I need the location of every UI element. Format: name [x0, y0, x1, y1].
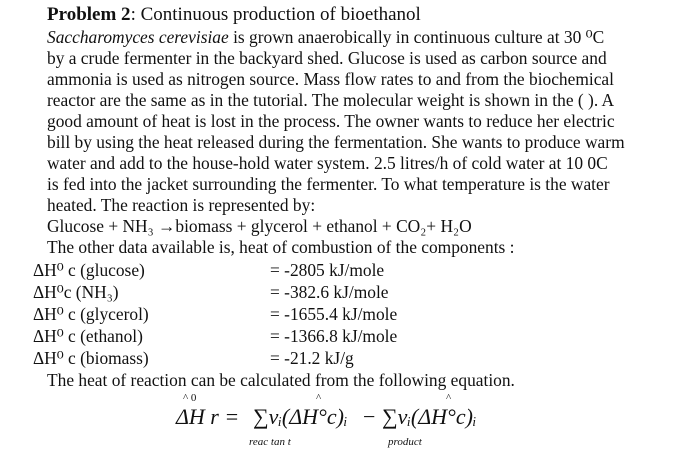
- hat-accent: ^: [316, 392, 322, 404]
- formula-term-reactant: ∑vᵢ(ΔH°c)ᵢ: [253, 404, 348, 429]
- paragraph-line: good amount of heat is lost in the process. The owner wants to reduce her electric: [47, 111, 615, 131]
- component-value: = -382.6 kJ/mole: [270, 282, 389, 302]
- problem-title: [47, 5, 421, 25]
- problem-number: Problem 2: [47, 4, 131, 25]
- hat-accent: ^ 0: [183, 392, 197, 404]
- formula-subscript-reactant: reac tan t: [249, 436, 291, 448]
- component-label: ΔH⁰ c (ethanol): [33, 326, 143, 346]
- component-value: = -1366.8 kJ/mole: [270, 326, 398, 346]
- component-label: ΔH⁰ c (glucose): [33, 260, 145, 280]
- organism-name: Saccharomyces cerevisiae: [47, 27, 229, 47]
- formula-minus: −: [363, 404, 376, 429]
- formula-term-product: ∑vᵢ(ΔH°c)ᵢ: [382, 404, 477, 429]
- component-label: ΔH⁰c (NH₃): [33, 282, 119, 302]
- other-data-text: The other data available is, heat of combustion of the components :: [47, 237, 515, 257]
- component-value: = -21.2 kJ/g: [270, 348, 354, 368]
- component-value: = -1655.4 kJ/mole: [270, 304, 398, 324]
- paragraph-line: by a crude fermenter in the backyard shed. Glucose is used as carbon source and: [47, 48, 607, 68]
- reaction-equation: Glucose + NH₃ →biomass + glycerol + ethanol + CO₂+ H₂O: [47, 216, 472, 236]
- component-label: ΔH⁰ c (glycerol): [33, 304, 149, 324]
- heat-of-reaction-text: The heat of reaction can be calculated from the following equation.: [47, 370, 515, 390]
- paragraph-line-1: Saccharomyces cerevisiae is grown anaerobically in continuous culture at 30 ⁰C: [47, 27, 605, 47]
- paragraph-line: bill by using the heat released during the fermentation. She wants to produce warm: [47, 132, 625, 152]
- problem-title-text: : Continuous production of bioethanol: [130, 4, 421, 25]
- component-label: ΔH⁰ c (biomass): [33, 348, 149, 368]
- formula-subscript-product: product: [388, 436, 422, 448]
- paragraph-line: heated. The reaction is represented by:: [47, 195, 316, 215]
- hat-accent: ^: [446, 392, 452, 404]
- paragraph-line: is fed into the jacket surrounding the fermenter. To what temperature is the water: [47, 174, 610, 194]
- formula-lhs: ΔH r =: [176, 404, 240, 429]
- paragraph-line: water and add to the house-hold water system. 2.5 litres/h of cold water at 10 0C: [47, 153, 608, 173]
- paragraph-line: reactor are the same as in the tutorial. The molecular weight is shown in the ( ). A: [47, 90, 615, 110]
- component-value: = -2805 kJ/mole: [270, 260, 385, 280]
- paragraph-line: ammonia is used as nitrogen source. Mass flow rates to and from the biochemical: [47, 69, 614, 89]
